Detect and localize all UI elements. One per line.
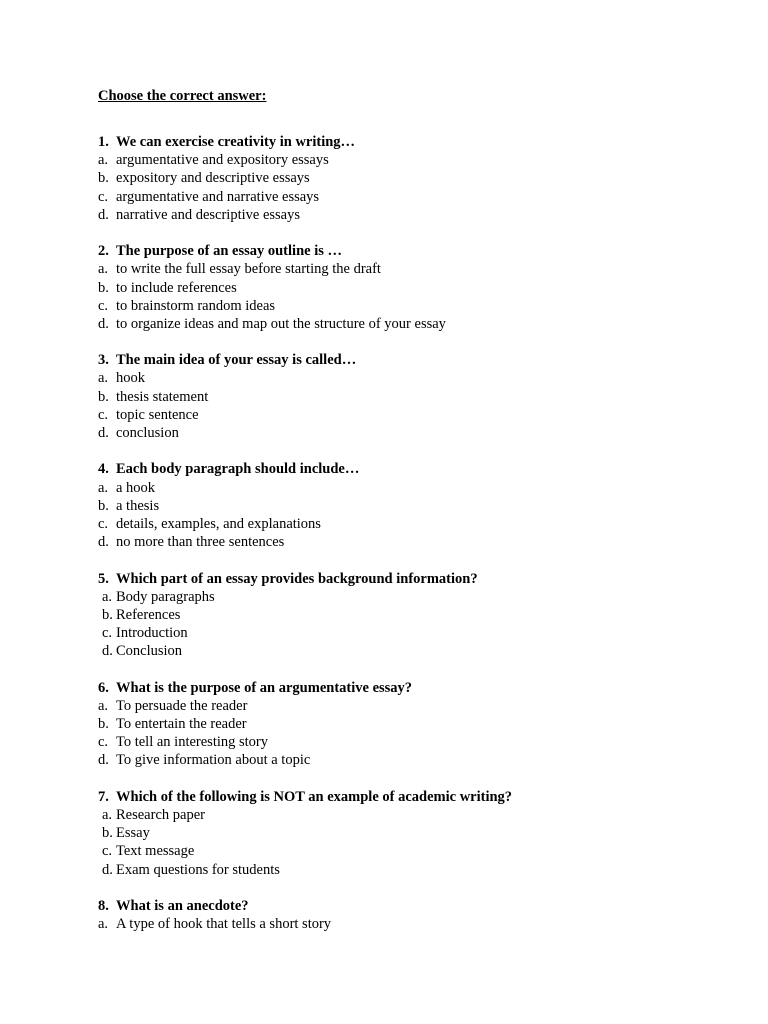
question-list xyxy=(98,133,738,951)
question-6 xyxy=(98,679,738,770)
option-text: Text message xyxy=(116,843,195,860)
answer-option xyxy=(98,733,738,751)
question-number: 6. xyxy=(98,679,109,696)
question-text: We can exercise creativity in writing… xyxy=(116,134,356,150)
question-text: The main idea of your essay is called… xyxy=(116,352,357,369)
answer-option xyxy=(98,606,738,624)
question-text: Which part of an essay provides background information? xyxy=(116,570,478,587)
option-text: expository and descriptive essays xyxy=(116,170,310,187)
question-text: What is the purpose of an argumentative essay? xyxy=(116,679,413,696)
option-letter: a. xyxy=(98,370,109,387)
question-4 xyxy=(98,460,738,551)
option-text: narrative and descriptive essays xyxy=(116,206,300,223)
question-prompt xyxy=(98,570,738,588)
answer-option xyxy=(98,151,738,169)
question-text: The purpose of an essay outline is … xyxy=(116,243,342,260)
option-letter: d. xyxy=(98,752,109,769)
option-text: a thesis xyxy=(116,497,160,514)
answer-option xyxy=(98,915,738,933)
answer-option xyxy=(98,624,738,642)
question-text: Each body paragraph should include… xyxy=(116,461,360,478)
answer-option xyxy=(98,297,738,315)
option-text: to write the full essay before starting the draft xyxy=(116,261,381,278)
option-text: to brainstorm random ideas xyxy=(116,297,276,314)
option-letter: d. xyxy=(98,534,109,551)
answer-option xyxy=(98,715,738,733)
option-text: To tell an interesting story xyxy=(116,734,269,751)
option-text: thesis statement xyxy=(116,388,209,405)
option-text: A type of hook that tells a short story xyxy=(116,916,332,933)
option-letter: a. xyxy=(98,152,109,169)
answer-option xyxy=(98,533,738,551)
answer-option xyxy=(98,497,738,515)
question-number: 2. xyxy=(98,243,109,260)
option-letter: b. xyxy=(98,170,109,187)
question-number: 3. xyxy=(98,352,109,369)
option-letter: b. xyxy=(98,388,109,405)
option-text: Introduction xyxy=(116,625,188,642)
answer-option xyxy=(98,697,738,715)
answer-option xyxy=(98,169,738,187)
option-letter: c. xyxy=(102,843,113,860)
answer-option xyxy=(98,260,738,278)
question-prompt xyxy=(98,460,738,478)
question-prompt xyxy=(98,897,738,915)
option-letter: b. xyxy=(98,716,109,732)
answer-option xyxy=(98,315,738,333)
question-prompt xyxy=(98,351,738,369)
option-letter: d. xyxy=(102,861,113,878)
question-number: 7. xyxy=(98,788,109,805)
option-text: argumentative and narrative essays xyxy=(116,188,320,205)
answer-option xyxy=(98,188,738,206)
answer-option xyxy=(98,388,738,406)
answer-option xyxy=(98,861,738,879)
option-letter: b. xyxy=(98,497,109,514)
option-letter: c. xyxy=(98,515,109,532)
question-8 xyxy=(98,897,738,933)
option-letter: a. xyxy=(102,806,113,823)
option-letter: c. xyxy=(98,297,109,314)
question-7 xyxy=(98,788,738,879)
option-letter: d. xyxy=(102,643,113,660)
option-letter: a. xyxy=(98,697,109,714)
answer-option xyxy=(98,369,738,387)
option-text: conclusion xyxy=(116,425,179,441)
option-letter: a. xyxy=(98,261,109,278)
option-letter: c. xyxy=(98,188,109,205)
answer-option xyxy=(98,751,738,769)
answer-option xyxy=(98,406,738,424)
option-letter: c. xyxy=(98,406,109,423)
question-prompt xyxy=(98,788,738,806)
question-number: 1. xyxy=(98,134,109,150)
option-text: Body paragraphs xyxy=(116,588,215,605)
question-1 xyxy=(98,133,738,224)
instructions-heading: Choose the correct answer: xyxy=(98,88,267,104)
question-prompt xyxy=(98,679,738,697)
question-2 xyxy=(98,242,738,333)
answer-option xyxy=(98,824,738,842)
answer-option xyxy=(98,842,738,860)
question-text: Which of the following is NOT an example of academic writing? xyxy=(116,788,513,805)
option-text: details, examples, and explanations xyxy=(116,515,321,532)
option-letter: a. xyxy=(98,916,109,933)
question-number: 4. xyxy=(98,461,109,478)
option-text: to organize ideas and map out the structure of your essay xyxy=(116,315,446,332)
option-letter: a. xyxy=(98,479,109,496)
option-letter: d. xyxy=(98,315,109,332)
answer-option xyxy=(98,588,738,606)
option-letter: d. xyxy=(98,425,109,441)
answer-option xyxy=(98,806,738,824)
option-text: argumentative and expository essays xyxy=(116,152,329,169)
answer-option xyxy=(98,515,738,533)
option-letter: b. xyxy=(98,279,109,296)
question-prompt xyxy=(98,133,738,151)
option-text: To persuade the reader xyxy=(116,697,248,714)
answer-option xyxy=(98,206,738,224)
option-text: To entertain the reader xyxy=(116,716,247,732)
option-text: no more than three sentences xyxy=(116,534,285,551)
option-text: hook xyxy=(116,370,145,387)
question-number: 5. xyxy=(98,570,109,587)
question-number: 8. xyxy=(98,897,109,914)
option-text: Conclusion xyxy=(116,643,183,660)
answer-option xyxy=(98,424,738,442)
option-text: References xyxy=(116,606,181,623)
answer-option xyxy=(98,479,738,497)
option-text: to include references xyxy=(116,279,237,296)
option-letter: a. xyxy=(102,588,113,605)
option-text: Essay xyxy=(116,825,150,842)
question-prompt xyxy=(98,242,738,260)
option-letter: c. xyxy=(102,625,113,642)
question-3 xyxy=(98,351,738,442)
option-text: Research paper xyxy=(116,806,205,823)
question-5 xyxy=(98,570,738,661)
option-letter: b. xyxy=(102,825,113,842)
option-letter: c. xyxy=(98,734,109,751)
option-text: Exam questions for students xyxy=(116,861,280,878)
option-letter: d. xyxy=(98,206,109,223)
option-letter: b. xyxy=(102,606,113,623)
question-text: What is an anecdote? xyxy=(116,897,249,914)
option-text: To give information about a topic xyxy=(116,752,311,769)
option-text: a hook xyxy=(116,479,156,496)
answer-option xyxy=(98,642,738,660)
answer-option xyxy=(98,279,738,297)
option-text: topic sentence xyxy=(116,406,199,423)
